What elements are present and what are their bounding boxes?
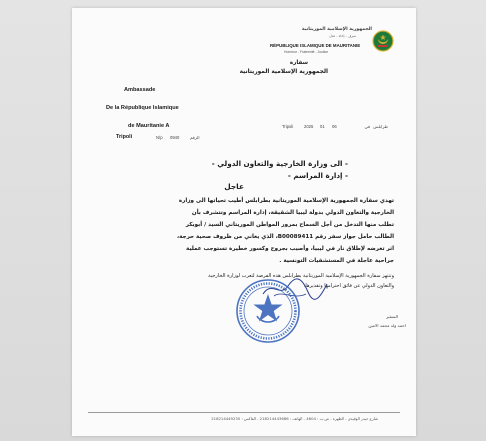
sender-no-value: 0940 [170,135,180,140]
recipient-urgent: عاجل [224,182,244,191]
header-fr-motto: Honneur - Fraternité - Justice [284,50,329,54]
recipient-line1: - الى وزارة الخارجية والتعاون الدولي - [211,159,348,168]
footer-divider [88,412,400,413]
body-p2-line1: وتنتهز سفارة الجمهورية الإسلامية الموريتانية بطرابلس هذه الفرصة لتعرب لوزارة الخارجية [208,273,394,279]
body-p2-line2: والتعاون الدولي عن فائق احترامها وتقديرها. [303,283,394,289]
body-p1-line3: تطلب منها التدخل من أجل السماح بمرور المواطن الموريتاني السيد / أبوبكر [185,222,394,228]
sender-ambassade: Ambassade [124,87,156,93]
date-day: 06 [332,124,337,129]
body-p1-line2: الخارجية والتعاون الدولي بدولة ليبيا الشقيقة، إدارة المراسم وتتشرف بأن [191,210,394,216]
date-year: 2025 [304,124,314,129]
date-ar-city: طرابلس [373,124,388,129]
header-ar-embassy-country: الجمهورية الإسلامية الموريتانية [239,69,328,75]
body-p1-line4: الطالب حامل جواز سفر رقم B00089411، الذي يعاني من ظروف صحية حرجة، [177,234,394,240]
body-p1-line5: اثر تعرضه لإطلاق نار في ليبيا، وأصيب بجروح وكسور خطيرة تستوجب عملية [186,246,394,252]
sender-tripoli: Tripoli [116,134,133,140]
recipient-line2: - إدارة المراسم - [287,171,348,180]
date-fr-city: Tripoli [282,124,294,129]
sender-de-mauritanie: de Mauritanie A [128,123,170,129]
signature-name: احمد ولد محمد الامين [368,323,406,328]
signature-title: السفير [386,314,398,319]
body-p1-line6: جراحية عاجلة في المستشفيات التونسية . [279,258,394,264]
header-ar-republic: الجمهورية الإسلامية الموريتانية [301,27,372,32]
mauritania-emblem-icon [372,30,394,52]
date-ar-on: في [364,124,370,129]
sender-no-label: N/p [156,135,163,140]
date-month: 01 [320,124,325,129]
header-ar-motto: شرف - إخاء - عدل [329,34,356,38]
footer-address: شارع حيدر الوقيدي - الظهرة - ص.ب : 4604 - الهاتف : 218214443686 - الفاكس : 218214449230 [211,416,378,421]
body-p1-line1: تهدي سفارة الجمهورية الإسلامية الموريتانية بطرابلس أطيب تحياتها الى وزارة [178,198,394,204]
sender-de-la-republique: De la République Islamique [106,105,179,111]
header-ar-embassy: سفارة [289,60,308,66]
letter-page [72,8,416,436]
sender-ar-number-label: الرقم [190,135,200,140]
embassy-stamp-icon [235,278,301,344]
header-fr-republic: RÉPUBLIQUE ISLAMIQUE DE MAURITANIE [270,43,361,48]
